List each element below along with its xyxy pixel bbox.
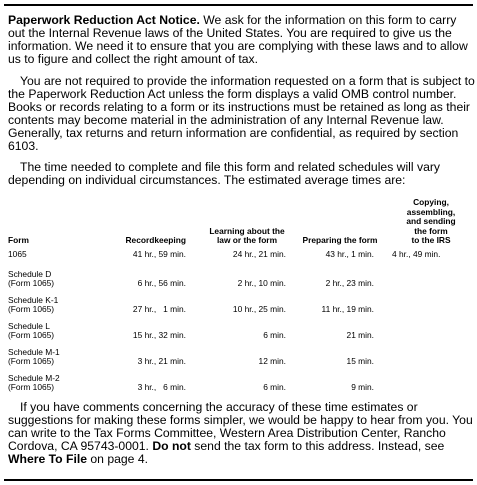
notice-title: Paperwork Reduction Act Notice. [8,13,200,27]
row-preparing: 11 hr., 19 min. [321,304,374,315]
table-row [8,268,474,289]
row-form-line2: (Form 1065) [8,330,55,341]
row-learning: 24 hr., 21 min. [232,249,286,260]
table-row [8,320,474,341]
row-form-name [8,270,54,289]
row-recordkeeping: 27 hr., 1 min. [132,304,186,315]
row-recordkeeping: 3 hr., 6 min. [137,382,186,393]
header-form: Form [8,235,29,246]
row-form-line1: Schedule M-1 [8,346,60,357]
header-learning [192,227,302,246]
header-learning-line1: Learning about the [209,225,285,236]
row-form-line1: Schedule L [8,320,50,331]
row-recordkeeping: 6 hr., 56 min. [137,278,186,289]
paragraph-intro [8,14,476,66]
row-recordkeeping: 15 hr., 32 min. [132,330,186,341]
header-copying-line5: to the IRS [411,235,451,246]
table-row [8,372,474,393]
comments-text-1: If you have comments concerning the accuracy of these time estimates or suggestions for making these forms simpler, we would be happy to hear from you. You can write to the Tax Forms Committee, Western Area Distribution Center, Rancho Cordova, CA 95743-0001. [8,400,473,453]
table-row [8,294,474,315]
row-preparing: 2 hr., 23 min. [325,278,374,289]
header-copying [388,198,474,246]
row-form-name: 1065 [8,249,27,260]
table-header [8,192,474,246]
row-learning: 12 min. [258,356,286,367]
row-form-line2: (Form 1065) [8,304,55,315]
where-to-file-reference: Where To File [8,452,87,466]
row-form-line1: Schedule K-1 [8,294,59,305]
row-form-line1: Schedule D [8,268,52,279]
row-form-name [8,374,60,393]
row-form-line2: (Form 1065) [8,278,55,289]
paragraph-intro-text: We ask for the information on this form to carry out the Internal Revenue laws of the United States. You are required to give us the information. We need it to ensure that you are complying with these laws and to allow us to figure and collect the right amount of tax. [8,13,468,66]
comments-text-3: on page 4. [87,452,148,466]
row-preparing: 15 min. [346,356,374,367]
header-copying-line3: and sending [406,216,456,227]
row-recordkeeping: 3 hr., 21 min. [137,356,186,367]
row-preparing: 9 min. [351,382,374,393]
row-learning: 2 hr., 10 min. [237,278,286,289]
header-learning-line2: law or the form [216,235,278,246]
header-copying-line1: Copying, [413,197,449,208]
header-recordkeeping: Recordkeeping [125,235,186,246]
row-form-line2: (Form 1065) [8,382,55,393]
row-learning: 6 min. [263,382,286,393]
row-learning: 6 min. [263,330,286,341]
paragraph-omb: You are not required to provide the information requested on a form that is subject to the Paperwork Reduction Act unless the form displays a valid OMB control number. Books or records relating to a form or its instructions must be retained as long as their contents may become material in the administration of any Internal Revenue law. Generally, tax returns and return information are confidential, as required by section 6103. [8,74,475,153]
do-not-emphasis: Do not [152,439,191,453]
notice-frame [4,4,473,481]
row-recordkeeping: 41 hr., 59 min. [132,249,186,260]
comments-text-2: send the tax form to this address. Instead, see [190,439,445,453]
paragraph-comments [8,401,476,466]
header-copying-line2: assembling, [406,206,456,217]
header-copying-line4: the form [414,225,448,236]
table-row [8,248,474,260]
row-preparing: 21 min. [346,330,374,341]
row-form-line1: Schedule M-2 [8,372,60,383]
row-form-name [8,322,54,341]
header-preparing: Preparing the form [302,235,378,246]
paragraph-times: The time needed to complete and file this form and related schedules will vary depending on individual circumstances. The estimated average times are: [8,160,441,187]
row-form-line2: (Form 1065) [8,356,55,367]
row-form-name [8,296,58,315]
row-copying: 4 hr., 49 min. [392,249,441,260]
row-form-name [8,348,60,367]
row-preparing: 43 hr., 1 min. [325,249,374,260]
row-learning: 10 hr., 25 min. [232,304,286,315]
table-row [8,346,474,367]
